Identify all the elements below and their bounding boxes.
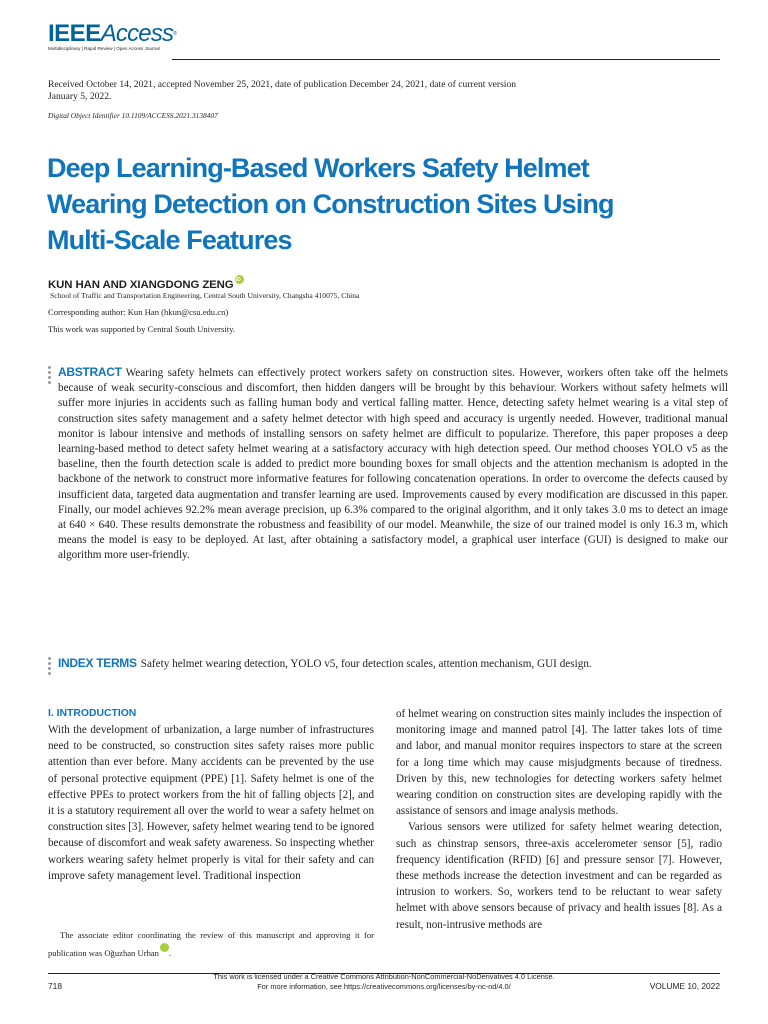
body-column-left bbox=[48, 706, 374, 884]
license-link[interactable]: For more information, see https://creativecommons.org/licenses/by-nc-nd/4.0/ bbox=[257, 982, 511, 991]
doi-line: Digital Object Identifier 10.1109/ACCESS.2021.3138407 bbox=[48, 111, 218, 120]
license-line-1: This work is licensed under a Creative Commons Attribution-NonCommercial-NoDerivatives 4.0 License. bbox=[213, 972, 555, 981]
author-names: KUN HAN AND XIANGDONG ZENG bbox=[48, 279, 234, 291]
abstract-marker-icon bbox=[48, 366, 51, 386]
license-notice bbox=[150, 972, 618, 992]
intro-paragraph-2: of helmet wearing on construction sites mainly includes the inspection of monitoring image and manned patrol [4]. The latter takes lots of time and labor, and manual monitor requires inspectors to stare at the screen for a long time which may cause misjudgments because of tiredness. Driven by this, new technologies for detecting workers safety helmet wearing condition on construction sites are developing rapidly with the assistance of sensors and image analysis methods. bbox=[396, 708, 722, 818]
funding-note: This work was supported by Central South University. bbox=[48, 324, 236, 334]
author-line bbox=[48, 275, 244, 291]
editor-footnote: The associate editor coordinating the review of this manuscript and approving it for publication was Oğuzhan UrhaniD . bbox=[48, 928, 374, 962]
volume-label: VOLUME 10, 2022 bbox=[649, 981, 720, 991]
intro-paragraph-1: With the development of urbanization, a large number of infrastructures need to be constructed, so construction sites safety raises more public attention than ever before. Many accidents can be prevented by the use of personal protective equipment (PPE) [1]. Safety helmet is one of the effective PPEs to protect workers from the hit of falling objects [2], and it is a statutory requirement all over the world to wear a safety helmet on construction sites [3]. However, safety helmet wearing tend to be ignored because of discomfort and weak safety awareness. So inspecting whether workers wearing safety helmet properly is vital for their safety and can improve safety management level. Traditional inspection bbox=[48, 724, 374, 882]
index-terms bbox=[58, 656, 728, 672]
header-divider bbox=[172, 59, 720, 60]
corresponding-author: Corresponding author: Kun Han (hkun@csu.edu.cn) bbox=[48, 307, 229, 317]
paper-title: Deep Learning-Based Workers Safety Helmet Wearing Detection on Construction Sites Using Multi-Scale Features bbox=[47, 153, 614, 255]
publication-dates: Received October 14, 2021, accepted November 25, 2021, date of publication December 24, 2021, date of current version January 5, 2022. bbox=[48, 79, 517, 102]
body-column-right bbox=[396, 706, 722, 933]
index-terms-text: Safety helmet wearing detection, YOLO v5, four detection scales, attention mechanism, GUI design. bbox=[140, 658, 592, 670]
page-number: 718 bbox=[48, 981, 62, 991]
logo-trademark: ® bbox=[173, 31, 177, 37]
logo-access-text: Access bbox=[100, 20, 174, 47]
abstract-text: Wearing safety helmets can effectively protect workers safety on construction sites. However, workers often take off the helmets because of weak security-conscious and discomfort, then hidden dangers will be brought by this behaviour. Workers without safety helmets will suffer more injuries in accidents such as falling human body and vertical falling matter. Hence, detecting safety helmet wearing is a vital step of construction sites safety management and a safety helmet detector with high speed and accuracy is urgently needed. However, traditional manual monitor is labour intensive and methods of installing sensors on safety helmet are difficult to popularize. Therefore, this paper proposes a deep learning-based method to detect safety helmet wearing at a satisfactory accuracy with high detection speed. Our method chooses YOLO v5 as the baseline, then the fourth detection scale is added to predict more bounding boxes for small objects and the attention mechanism is adopted in the backbone of the network to construct more informative features for following concatenation operations. In order to overcome the defects caused by insufficient data, targeted data augmentation and transfer learning are used. Improvements caused by every modification are discussed in this paper. Finally, our model achieves 92.2% mean average precision, up 6.3% compared to the original algorithm, and it only takes 3.0 ms to detect an image at 640 × 640. These results demonstrate the robustness and feasibility of our model. Meanwhile, the size of our trained model is only 16.3 m, which means the model is easy to be deployed. At last, after obtaining a satisfactory model, a graphical user interface (GUI) is designed to make our algorithm more user-friendly. bbox=[58, 367, 728, 562]
abstract bbox=[58, 365, 728, 564]
affiliation: School of Traffic and Transportation Engineering, Central South University, Changsha 410075, China bbox=[50, 291, 360, 300]
index-terms-label: INDEX TERMS bbox=[58, 656, 137, 670]
logo-ieee-text: IEEE bbox=[48, 20, 101, 47]
section-heading-introduction: I. INTRODUCTION bbox=[48, 708, 137, 719]
intro-paragraph-3: Various sensors were utilized for safety helmet wearing detection, such as chinstrap sensors, three-axis accelerometer sensor [5], radio frequency identification (RFID) [6] and pressure sensor [7]. However, these methods increase the detection investment and can be regarded as intrusion to workers. So, workers tend to be reluctant to wear safety helmet with above sensors because of privacy and health issues [8]. As a result, non-intrusive methods are bbox=[396, 821, 722, 931]
abstract-label: ABSTRACT bbox=[58, 365, 122, 379]
index-terms-marker-icon bbox=[48, 657, 51, 677]
orcid-icon[interactable] bbox=[235, 275, 244, 284]
footnote-text: The associate editor coordinating the review of this manuscript and approving it for publication was Oğuzhan Urhan bbox=[48, 930, 374, 959]
journal-logo bbox=[48, 21, 177, 47]
editor-orcid-icon[interactable] bbox=[160, 943, 169, 952]
journal-tagline: Multidisciplinary | Rapid Review | Open Access Journal bbox=[48, 46, 160, 51]
